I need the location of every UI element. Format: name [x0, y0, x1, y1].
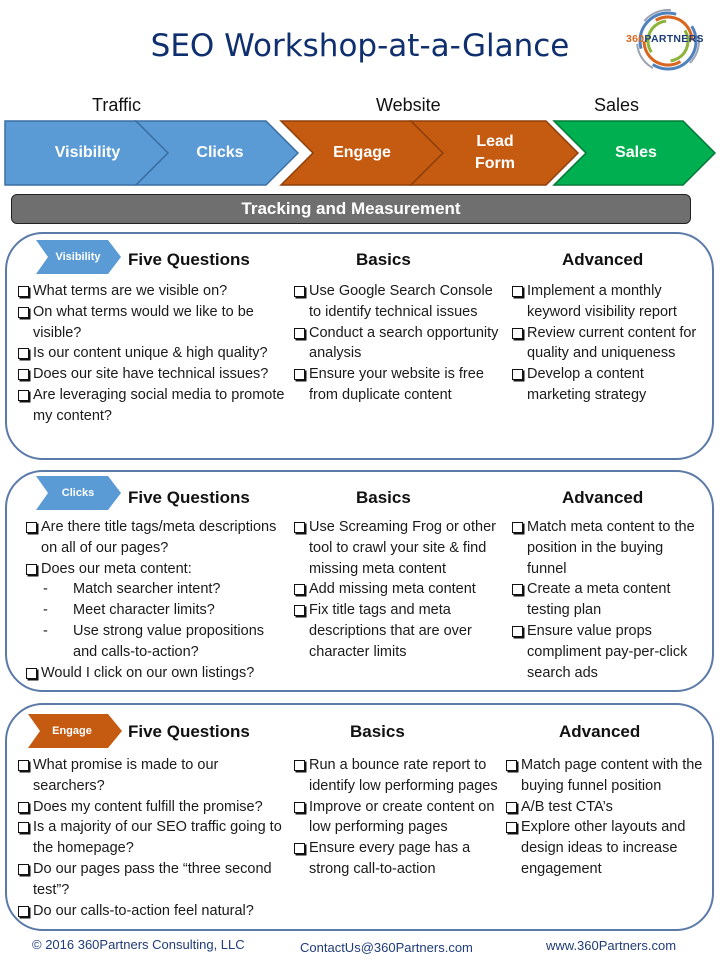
- checklist-item-text: Are leveraging social media to promote my content?: [33, 386, 285, 424]
- checklist-item-text: Use Google Search Console to identify technical issues: [309, 283, 493, 320]
- chevron-label-lead-form: Lead Form: [475, 133, 515, 172]
- checklist-item: [25, 559, 290, 580]
- checklist-item-text: Add missing meta content: [309, 581, 476, 598]
- checklist-item: [293, 364, 505, 406]
- checklist-item: [505, 817, 703, 879]
- checklist-item-text: Does my content fulfill the promise?: [33, 798, 263, 815]
- basics-list-engage: [293, 755, 503, 880]
- checklist-item-text: Fix title tags and meta descriptions that are over character limits: [309, 602, 472, 660]
- section-header-basics: Basics: [350, 722, 405, 741]
- chevron-label-engage: Engage: [333, 144, 391, 161]
- checklist-item-text: Explore other layouts and design ideas to increase engagement: [521, 819, 686, 877]
- checklist-item: [17, 797, 290, 818]
- advanced-list-clicks: [511, 517, 701, 683]
- checklist-item-text: What promise is made to our searchers?: [33, 757, 219, 794]
- stage-label-website: Website: [376, 95, 441, 115]
- questions-list-visibility: [17, 281, 290, 427]
- checklist-item-text: Conduct a search opportunity analysis: [309, 324, 499, 362]
- checklist-item-text: Ensure value props compliment pay-per-click search ads: [527, 622, 688, 681]
- checklist-item: [293, 755, 503, 797]
- checklist-item-text: Develop a content marketing strategy: [527, 366, 647, 403]
- section-tag-visibility: Visibility: [55, 251, 101, 263]
- checklist-item-text: Is our content unique & high quality?: [33, 345, 268, 362]
- stage-label-sales: Sales: [594, 95, 640, 115]
- checklist-item: [511, 364, 701, 406]
- chevron-label-sales: Sales: [615, 144, 657, 161]
- checklist-item: [17, 817, 290, 859]
- checklist-item: [25, 517, 290, 559]
- section-header-questions: Five Questions: [128, 722, 250, 741]
- basics-list-visibility: [293, 281, 505, 406]
- questions-list-clicks: [25, 517, 290, 683]
- checklist-item-text: Create a meta content testing plan: [527, 581, 671, 619]
- checklist-item-text: On what terms would we like to be visible?: [33, 303, 254, 341]
- checklist-item-text: Improve or create content on low performing pages: [309, 798, 495, 836]
- checklist-item-text: Does our meta content:: [41, 560, 192, 577]
- section-header-advanced: Advanced: [562, 488, 644, 507]
- checklist-item: [17, 901, 290, 922]
- checklist-item-text: Match meta content to the position in the buying funnel: [527, 519, 695, 577]
- section-header-advanced: Advanced: [562, 250, 644, 269]
- page-title: SEO Workshop-at-a-Glance: [150, 28, 570, 64]
- footer-copyright: © 2016 360Partners Consulting, LLC: [32, 937, 245, 952]
- checklist-item: [25, 663, 290, 684]
- checklist-item: [17, 343, 290, 364]
- checklist-item: [505, 755, 703, 797]
- checklist-item-text: A/B test CTA’s: [521, 798, 613, 815]
- checklist-item-text: Is a majority of our SEO traffic going to the homepage?: [33, 819, 282, 857]
- section-header-basics: Basics: [356, 250, 411, 269]
- checklist-item: [293, 517, 505, 579]
- checklist-item: [293, 600, 505, 662]
- logo-text: 360PARTNERS: [626, 33, 704, 45]
- questions-list-engage: [17, 755, 290, 921]
- checklist-item: [293, 281, 505, 323]
- checklist-sub-item-text: Use strong value propositions and calls-to-action?: [73, 622, 265, 660]
- checklist-item: [17, 364, 290, 385]
- checklist-item: [17, 385, 290, 427]
- stage-label-traffic: Traffic: [92, 95, 142, 115]
- checklist-item-text: Ensure every page has a strong call-to-action: [309, 840, 471, 877]
- basics-list-clicks: [293, 517, 505, 663]
- checklist-item-text: Match page content with the buying funnel position: [521, 757, 703, 794]
- checklist-item: [293, 323, 505, 365]
- checklist-item: [511, 323, 701, 365]
- section-header-advanced: Advanced: [559, 722, 641, 741]
- checklist-item: [511, 281, 701, 323]
- checklist-item: [293, 579, 505, 600]
- checklist-item: [17, 281, 290, 302]
- checklist-item-text: What terms are we visible on?: [33, 283, 228, 299]
- checklist-sub-item: - Use strong value propositions and calls-to-action?: [43, 622, 265, 660]
- section-tag-engage: Engage: [52, 725, 92, 737]
- checklist-item-text: Would I click on our own listings?: [41, 664, 255, 681]
- checklist-item-text: Review current content for quality and uniqueness: [527, 324, 697, 362]
- checklist-item: [505, 797, 703, 818]
- checklist-item: [293, 838, 503, 880]
- checklist-item-text: Run a bounce rate report to identify low performing pages: [309, 757, 498, 794]
- checklist-sub-item: - Meet character limits?: [43, 602, 215, 619]
- footer-website-link[interactable]: www.360Partners.com: [546, 938, 677, 953]
- chevron-label-visibility: Visibility: [54, 144, 121, 161]
- checklist-item: [17, 302, 290, 344]
- section-header-questions: Five Questions: [128, 488, 250, 507]
- tracking-bar: Tracking and Measurement: [11, 194, 691, 224]
- advanced-list-engage: [505, 755, 703, 880]
- checklist-sub-item-text: Meet character limits?: [73, 602, 215, 619]
- checklist-item: [511, 517, 701, 579]
- checklist-sub-item-text: Match searcher intent?: [73, 581, 221, 598]
- checklist-sub-item: - Match searcher intent?: [43, 581, 221, 598]
- checklist-item: [17, 859, 290, 901]
- chevron-label-clicks: Clicks: [196, 144, 244, 161]
- checklist-item-text: Do our pages pass the “three second test”?: [33, 860, 272, 898]
- checklist-item-text: Implement a monthly keyword visibility report: [527, 283, 677, 320]
- checklist-item-text: Ensure your website is free from duplicate content: [309, 366, 484, 403]
- checklist-item: [17, 755, 290, 797]
- checklist-item: [511, 621, 701, 683]
- checklist-item-text: Does our site have technical issues?: [33, 366, 269, 383]
- checklist-item-text: Do our calls-to-action feel natural?: [33, 902, 254, 919]
- footer-email-link[interactable]: ContactUs@360Partners.com: [300, 940, 473, 955]
- checklist-item-text: Are there title tags/meta descriptions on all of our pages?: [41, 519, 277, 556]
- checklist-item-text: Use Screaming Frog or other tool to crawl your site & find missing meta content: [309, 519, 496, 577]
- advanced-list-visibility: [511, 281, 701, 406]
- checklist-item: [293, 797, 503, 839]
- section-header-questions: Five Questions: [128, 250, 250, 269]
- checklist-item: [511, 579, 701, 621]
- section-header-basics: Basics: [356, 488, 411, 507]
- section-tag-clicks: Clicks: [61, 487, 95, 499]
